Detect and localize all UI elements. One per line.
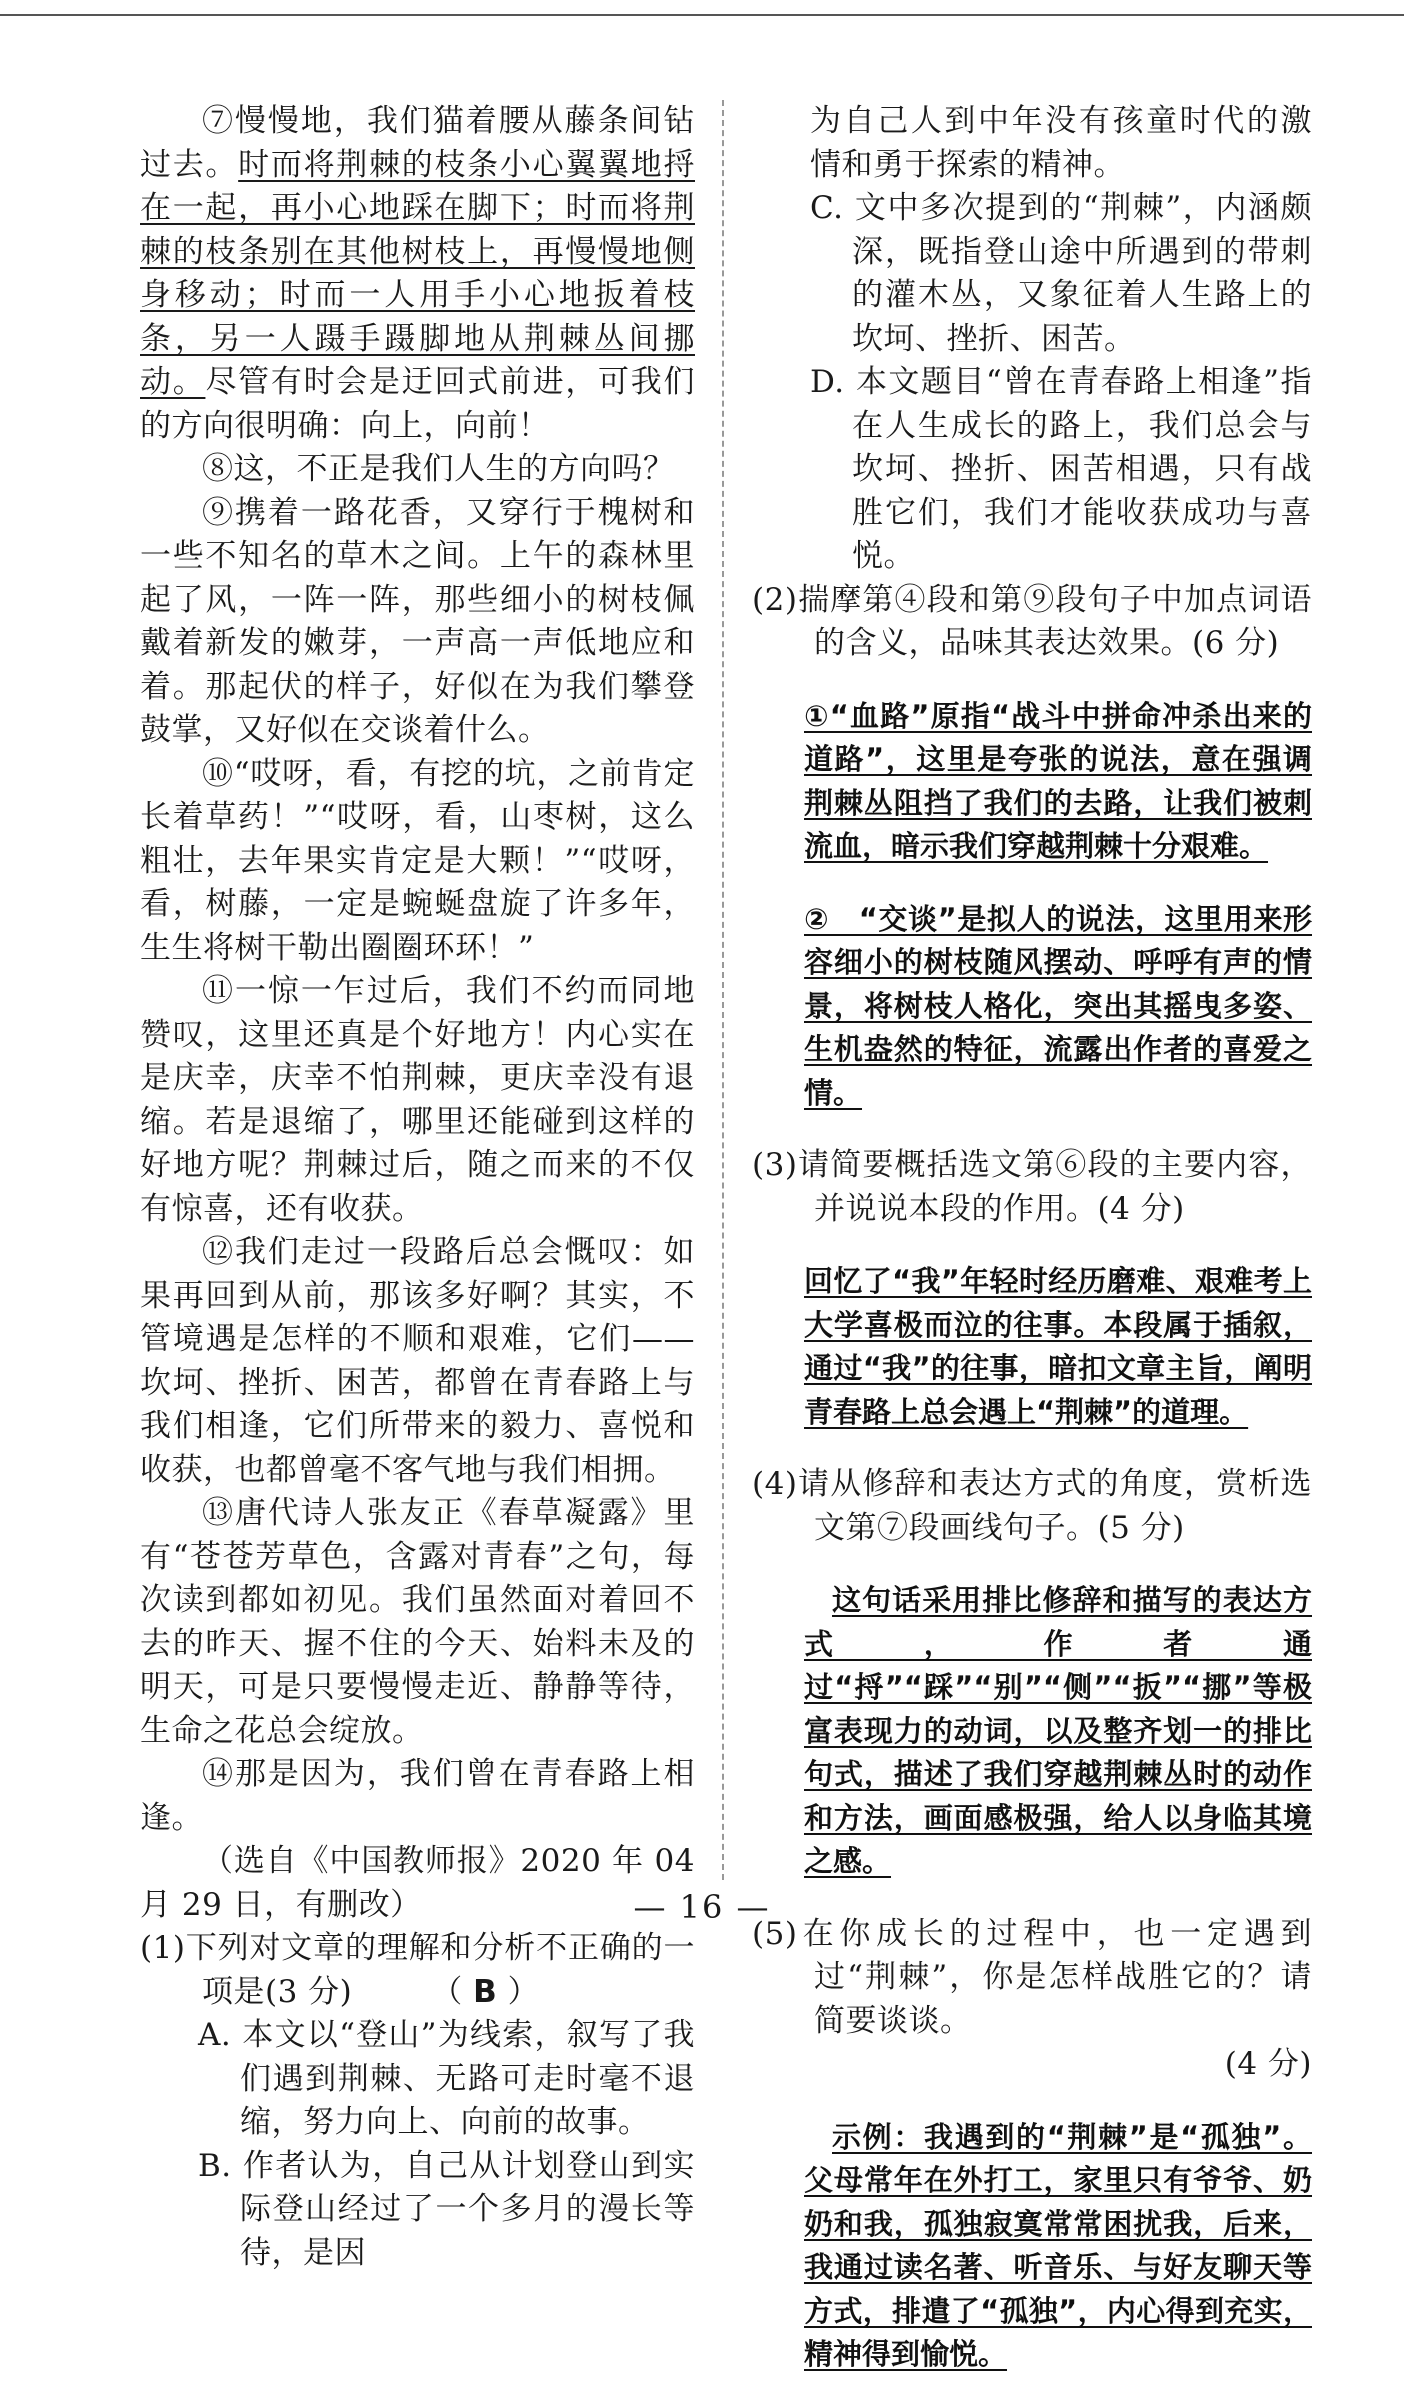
paragraph-7 <box>140 100 695 448</box>
paragraph-9: ⑨携着一路花香，又穿行于槐树和一些不知名的草木之间。上午的森林里起了风，一阵一阵，那些细小的树枝佩戴着新发的嫩芽，一声高一声低地应和着。那起伏的样子，好似在为我们攀登鼓掌，又好似在交谈着什么。 <box>140 494 695 748</box>
paragraph-11: ⑪一惊一乍过后，我们不约而同地赞叹，这里还真是个好地方！内心实在是庆幸，庆幸不怕荆棘，更庆幸没有退缩。若是退缩了，哪里还能碰到这样的好地方呢？荆棘过后，随之而来的不仅有惊喜，还有收获。 <box>140 973 695 1227</box>
paragraph-12: ⑫我们走过一段路后总会慨叹：如果再回到从前，那该多好啊？其实，不管境遇是怎样的不顺和艰难，它们——坎坷、挫折、困苦，都曾在青春路上与我们相逢，它们所带来的毅力、喜悦和收获，也都曾毫不客气地与我们相拥。 <box>140 1234 695 1488</box>
answer-3: 回忆了“我”年轻时经历磨难、艰难考上大学喜极而泣的往事。本段属于插叙，通过“我”的往事，暗扣文章主旨，阐明青春路上总会遇上“荆棘”的道理。 <box>804 1264 1312 1429</box>
option-b-continued: 为自己人到中年没有孩童时代的激情和勇于探索的精神。 <box>810 103 1312 183</box>
question-1 <box>140 1927 695 2014</box>
answer-paren-open: （ <box>446 1973 463 2010</box>
paragraph-8: ⑧这，不正是我们人生的方向吗？ <box>202 451 675 487</box>
option-b: B. 作者认为，自己从计划登山到实际登山经过了一个多月的漫长等待，是因 <box>198 2147 695 2271</box>
page-number: — 16 — <box>633 1888 771 1926</box>
paragraph-13: ⑬唐代诗人张友正《春草凝露》里有“苍苍芳草色，含露对青春”之句，每次读到都如初见。我们虽然面对着回不去的昨天、握不住的今天、始料未及的明天，可是只要慢慢走近、静静等待，生命之花总会绽放。 <box>140 1495 695 1749</box>
paragraph-7-start: ⑦慢慢地，我们猫着腰从藤条间钻过去。 <box>140 103 695 183</box>
option-a: A. 本文以“登山”为线索，叙写了我们遇到荆棘、无路可走时毫不退缩，努力向上、向前的故事。 <box>198 2017 695 2140</box>
answer-5: 示例：我遇到的“荆棘”是“孤独”。父母常年在外打工，家里只有爷爷、奶奶和我，孤独寂寞常常困扰我，后来，我通过读名著、听音乐、与好友聊天等方式，排遣了“孤独”，内心得到充实，精神得到愉悦。 <box>804 2119 1312 2371</box>
option-d: D. 本文题目“曾在青春路上相逢”指在人生成长的路上，我们总会与坎坷、挫折、困苦相遇，只有战胜它们，我们才能收获成功与喜悦。 <box>810 364 1312 574</box>
answer-2-part-2: ② “交谈”是拟人的说法，这里用来形容细小的树枝随风摆动、呼呼有声的情景，将树枝人格化，突出其摇曳多姿、生机盎然的特征，流露出作者的喜爱之情。 <box>804 901 1312 1110</box>
question-1-answer: B <box>473 1973 498 2010</box>
paragraph-10: ⑩“哎呀，看，有挖的坑，之前肯定长着草药！”“哎呀，看，山枣树，这么粗壮，去年果实肯定是大颗！”“哎呀，看，树藤，一定是蜿蜒盘旋了许多年，生生将树干勒出圈圈环环！” <box>140 755 695 966</box>
column-divider <box>722 100 724 1880</box>
answer-2-part-1: ①“血路”原指“战斗中拼命冲杀出来的道路”，这里是夸张的说法，意在强调荆棘丛阻挡了我们的去路，让我们被刺流血，暗示我们穿越荆棘十分艰难。 <box>804 698 1312 863</box>
question-3: (3)请简要概括选文第⑥段的主要内容，并说说本段的作用。(4 分) <box>752 1147 1312 1227</box>
paragraph-7-underlined: 时而将荆棘的枝条小心翼翼地捋在一起，再小心地踩在脚下；时而将荆棘的枝条别在其他树枝上，再慢慢地侧身移动；时而一人用手小心地扳着枝条，另一人蹑手蹑脚地从荆棘丛间挪动。 <box>140 146 695 400</box>
source-note: （选自《中国教师报》2020 年 04 月 29 日，有删改） <box>140 1843 695 1923</box>
left-column <box>140 100 695 2275</box>
question-4: (4)请从修辞和表达方式的角度，赏析选文第⑦段画线句子。(5 分) <box>752 1466 1312 1546</box>
question-2: (2)揣摩第④段和第⑨段句子中加点词语的含义，品味其表达效果。(6 分) <box>752 581 1312 661</box>
top-rule <box>0 14 1404 16</box>
question-1-text: (1)下列对文章的理解和分析不正确的一项是(3 分) <box>140 1930 695 2010</box>
answer-paren-close: ） <box>507 1973 540 2010</box>
answer-4: 这句话采用排比修辞和描写的表达方式，作者通过“捋”“踩”“别”“侧”“扳”“挪”等极富表现力的动词，以及整齐划一的排比句式，描述了我们穿越荆棘丛时的动作和方法，画面感极强，给人以身临其境之感。 <box>804 1583 1312 1878</box>
paragraph-14: ⑭那是因为，我们曾在青春路上相逢。 <box>140 1756 695 1836</box>
question-5-score: (4 分) <box>1224 2046 1312 2082</box>
option-c: C. 文中多次提到的“荆棘”，内涵颇深，既指登山途中所遇到的带刺的灌木丛，又象征着人生路上的坎坷、挫折、困苦。 <box>810 190 1312 357</box>
right-column <box>752 100 1312 2406</box>
paragraph-7-end: 尽管有时会是迂回式前进，可我们的方向很明确：向上，向前！ <box>140 364 695 444</box>
question-5: (5)在你成长的过程中，也一定遇到过“荆棘”，你是怎样战胜它的？请简要谈谈。 <box>752 1915 1312 2039</box>
